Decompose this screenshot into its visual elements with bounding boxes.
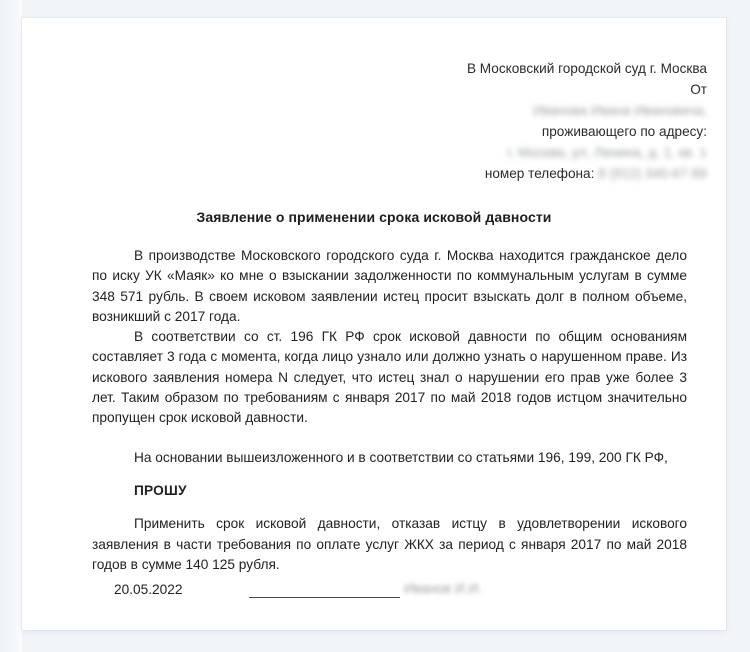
signature-row <box>92 582 687 604</box>
body-request-heading: ПРОШУ <box>134 482 187 498</box>
document-page-content <box>22 18 726 630</box>
body-paragraph-2: В соответствии со ст. 196 ГК РФ срок исковой давности по общим основаниям составляет 3 года с момента, когда лицо узнало или должно узнать о нарушенном праве. Из искового заявления номера N следует, что истец знал о нарушении его прав уже более 3 лет. Таким образом по требованиям с января 2017 по май 2018 годов истцом значительно пропущен срок исковой давности. <box>92 329 687 426</box>
document-body <box>92 246 687 575</box>
body-paragraph-3: На основании вышеизложенного и в соответствии со статьями 196, 199, 200 ГК РФ, <box>134 449 668 465</box>
document-header <box>322 58 707 184</box>
signature-line <box>249 597 400 598</box>
header-from-label: От <box>690 82 707 97</box>
body-paragraph-1: В производстве Московского городского суда г. Москва находится гражданское дело по иску УК «Маяк» ко мне о взыскании задолженности по коммунальным услугам в сумме 348 571 рубль. В своем исковом заявлении истец просит взыскать долг в полном объеме, возникший с 2017 года. <box>92 248 687 324</box>
header-phone-label: номер телефона: <box>484 166 595 181</box>
header-phone-value-redacted: 8 (912) 345-67-89 <box>598 166 707 181</box>
signature-date: 20.05.2022 <box>114 582 183 597</box>
page-left-gutter <box>0 0 22 652</box>
header-applicant-name-redacted: Иванова Ивана Ивановича, <box>533 103 707 118</box>
signature-name-redacted: Иванов И.И. <box>404 581 483 596</box>
document-page <box>22 18 726 630</box>
header-residing-label: проживающего по адресу: <box>541 124 707 139</box>
document-title: Заявление о применении срока исковой давности <box>196 209 552 225</box>
header-address-redacted: г. Москва, ул. Ленина, д. 1, кв. 1 <box>507 145 707 160</box>
header-phone-line <box>322 163 707 184</box>
body-paragraph-4: Применить срок исковой давности, отказав истцу в удовлетворении искового заявления в части требования по оплате услуг ЖКХ за период с января 2017 по май 2018 годов в сумме 140 125 рубля. <box>92 516 687 572</box>
header-court-line: В Московский городской суд г. Москва <box>466 61 707 76</box>
